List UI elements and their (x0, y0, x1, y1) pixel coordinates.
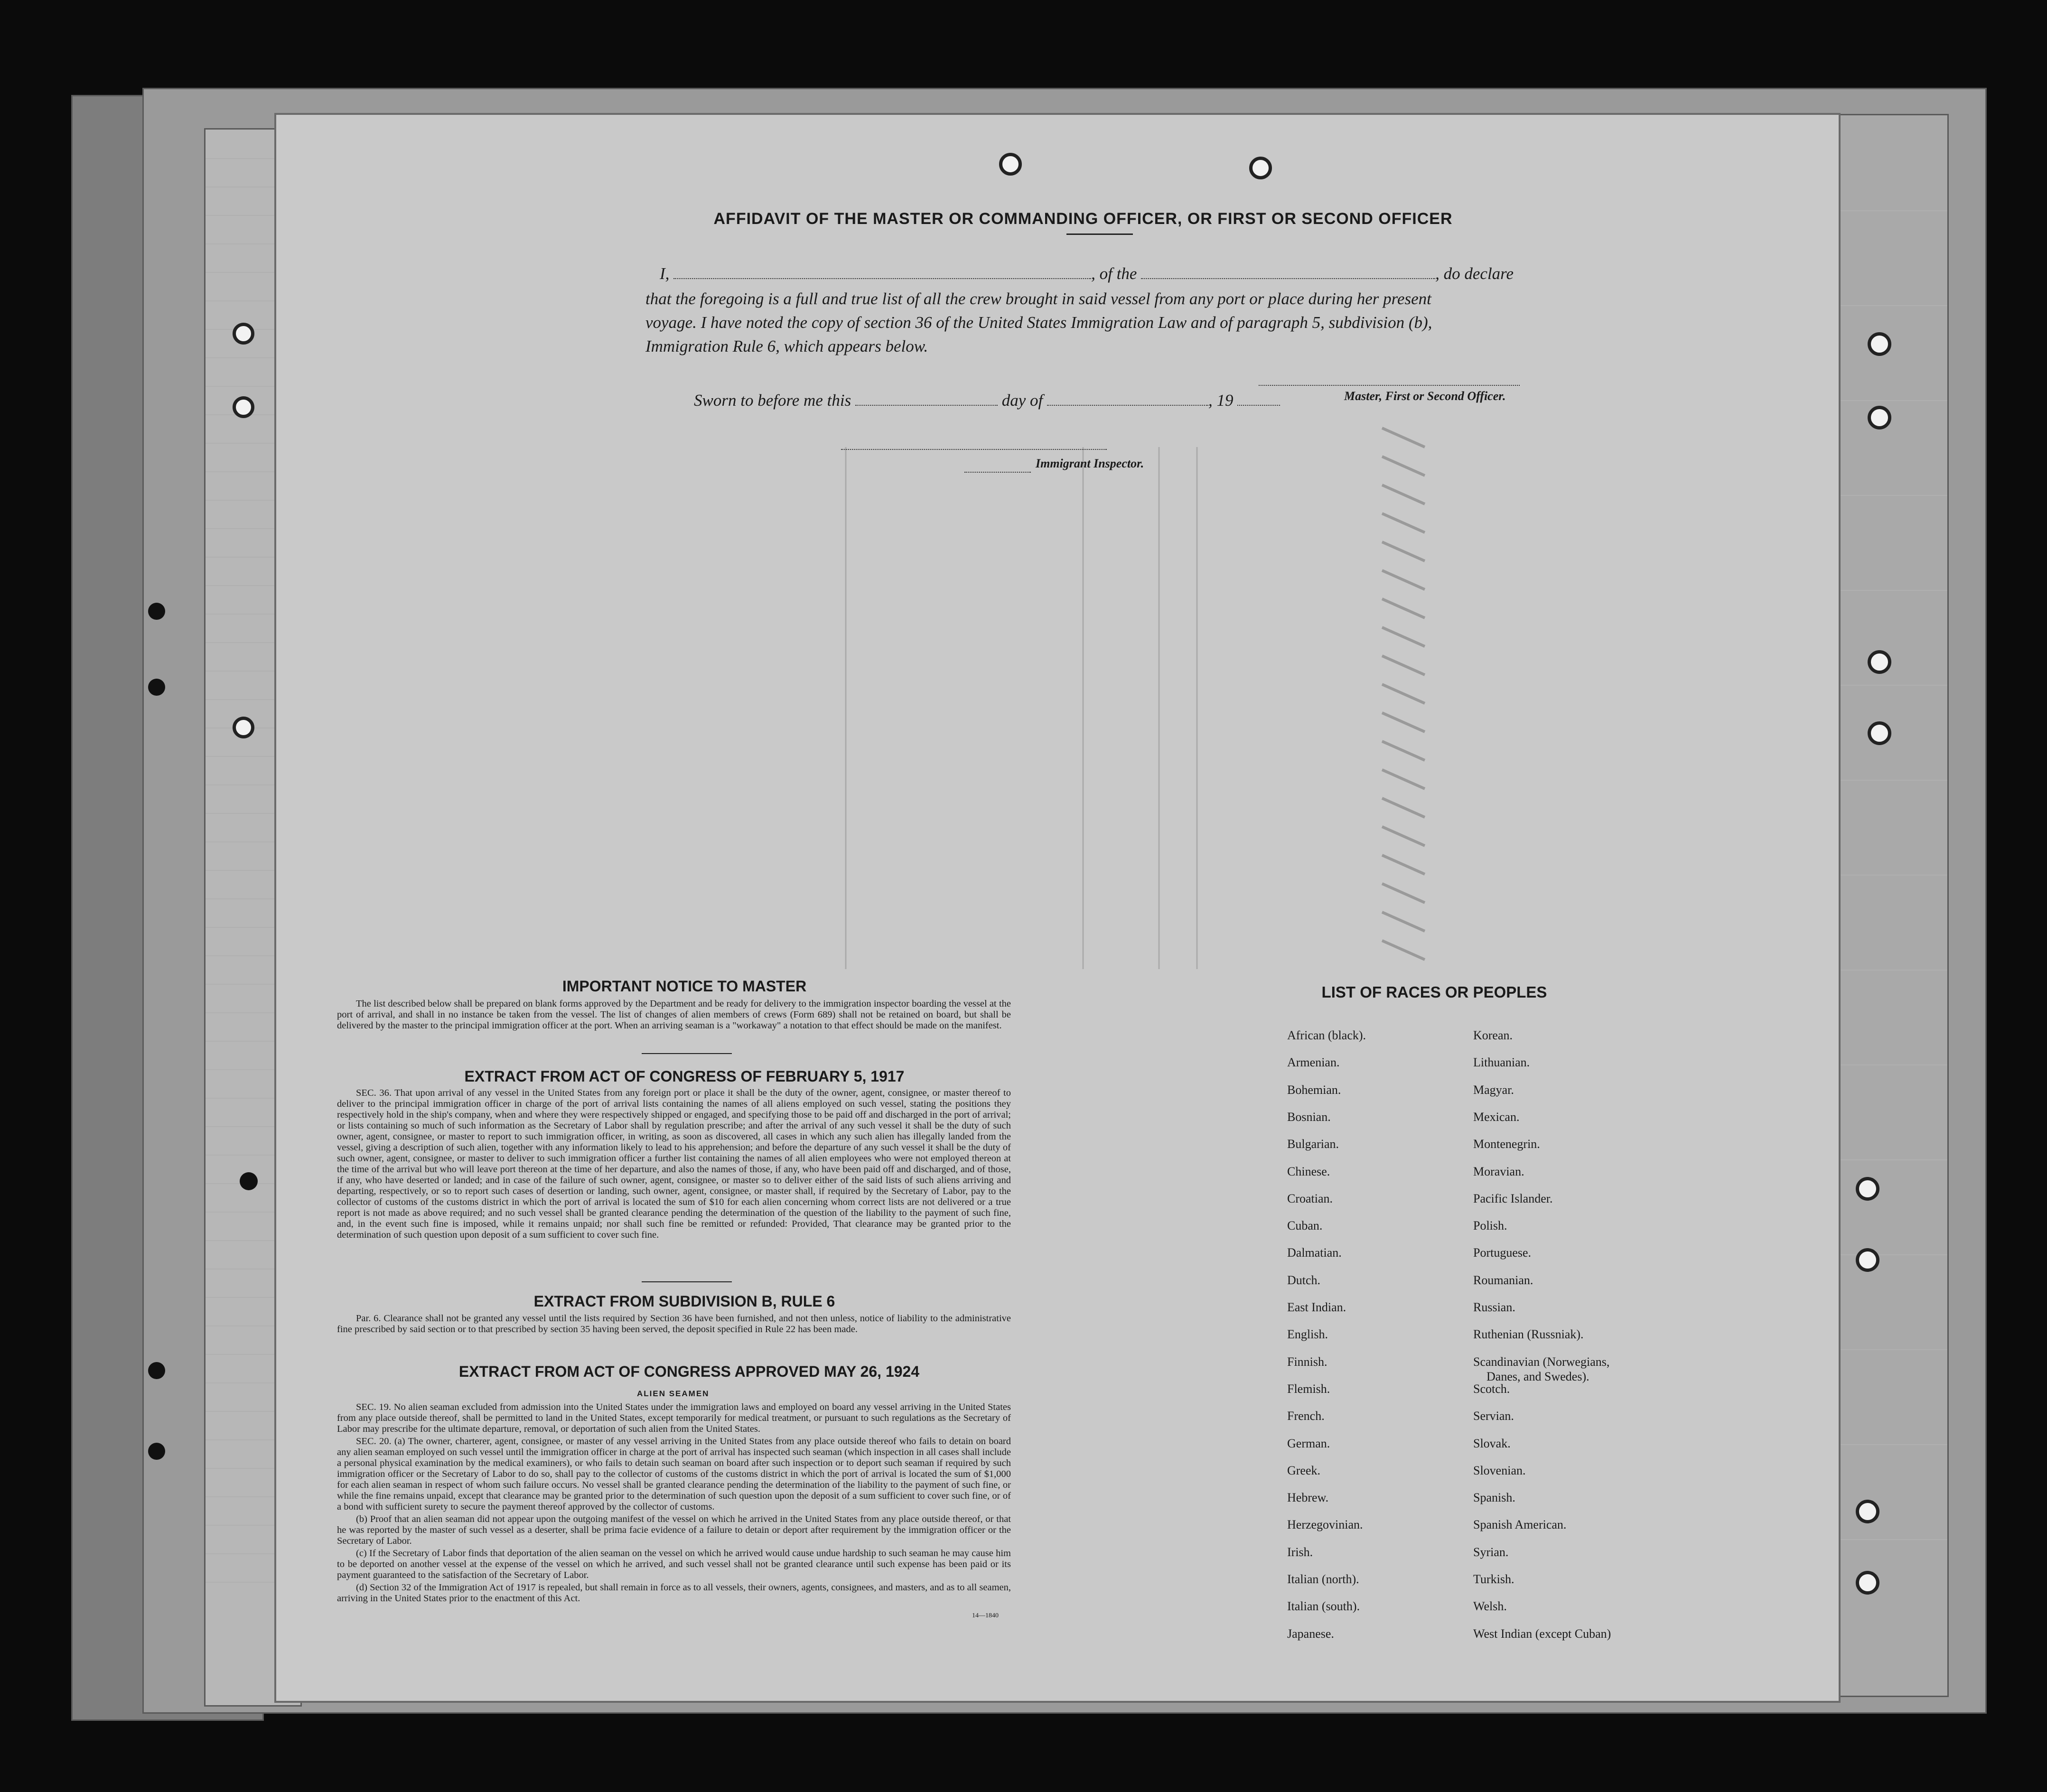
race-item: Turkish. (1473, 1572, 1514, 1586)
page-hole (999, 153, 1022, 176)
race-item: English. (1287, 1327, 1328, 1342)
alien-seamen-subtitle: ALIEN SEAMEN (637, 1389, 710, 1398)
binder-hole (233, 717, 254, 738)
binder-rivet (148, 679, 165, 696)
race-item: Polish. (1473, 1219, 1507, 1233)
binder-rivet (148, 1362, 165, 1379)
binder-hole (1868, 650, 1891, 674)
day-of-label: day of (1001, 391, 1043, 410)
race-item: Chinese. (1287, 1164, 1330, 1178)
binder-rivet (148, 603, 165, 620)
race-item: Slovak. (1473, 1436, 1511, 1450)
master-signature-label: Master, First or Second Officer. (1344, 389, 1506, 403)
race-item: Pacific Islander. (1473, 1191, 1553, 1205)
notice-paragraph: The list described below shall be prepared on blank forms approved by the Department and be ready for delivery to the immigration inspector boarding the vessel at the port of arrival, and shall in no instance be taken from the vessel. The list of changes of alien members of crews (Form 689) shall not be retained on board, but shall be delivered by the master to the principal immigration officer at the port. When an arriving seaman is a "workaway" a notation to that effect should be made on the manifest. (337, 999, 1011, 1031)
notice-title: IMPORTANT NOTICE TO MASTER (562, 978, 807, 995)
affidavit-of-label: , of the (1091, 264, 1137, 283)
sworn-year-field[interactable] (1237, 393, 1280, 406)
divider (642, 1053, 732, 1054)
race-item: Korean. (1473, 1028, 1513, 1042)
race-item: Danes, and Swedes). (1486, 1370, 1589, 1384)
binder-hole (1856, 1248, 1879, 1272)
race-item: West Indian (except Cuban) (1473, 1626, 1611, 1641)
act-1924-text (337, 1402, 1011, 1605)
race-item: Armenian. (1287, 1055, 1340, 1070)
race-item: Irish. (1287, 1545, 1313, 1559)
race-item: Dalmatian. (1287, 1246, 1342, 1260)
binder-hole (233, 323, 254, 345)
race-item: Flemish. (1287, 1381, 1330, 1396)
race-item: Bohemian. (1287, 1083, 1341, 1097)
rule-6-title: EXTRACT FROM SUBDIVISION B, RULE 6 (533, 1293, 835, 1310)
race-item: Greek. (1287, 1463, 1321, 1477)
act-1917-title: EXTRACT FROM ACT OF CONGRESS OF FEBRUARY 5, 1917 (464, 1068, 905, 1085)
page-hole (1249, 157, 1272, 179)
race-item: Slovenian. (1473, 1463, 1526, 1477)
vessel-name-field[interactable] (1141, 267, 1435, 279)
race-item: French. (1287, 1409, 1325, 1423)
affidavit-declare-label: , do declare (1435, 264, 1514, 283)
race-item: Scandinavian (Norwegians, (1473, 1354, 1610, 1369)
affidavit-line-1 (660, 264, 1514, 283)
document-page (274, 113, 1841, 1703)
form-number: 14—1840 (972, 1612, 999, 1619)
sworn-label: Sworn to before me this (694, 391, 851, 410)
rule-6-text (337, 1313, 1011, 1336)
affidavit-line-4: Immigration Rule 6, which appears below. (645, 337, 928, 355)
sworn-line (694, 391, 1280, 410)
binder-hole (1856, 1500, 1879, 1523)
affidavit-i-label: I, (660, 264, 670, 283)
inspector-signature-lead (964, 460, 1031, 473)
binder-hole (1868, 332, 1891, 356)
affidavit-title: AFFIDAVIT OF THE MASTER OR COMMANDING OFFICER, OR FIRST OR SECOND OFFICER (713, 210, 1453, 228)
race-item: German. (1287, 1436, 1330, 1450)
binder-hole (1868, 721, 1891, 745)
race-item: Finnish. (1287, 1354, 1327, 1369)
race-item: Dutch. (1287, 1273, 1321, 1287)
race-item: East Indian. (1287, 1300, 1346, 1314)
act-1917-text (337, 1088, 1011, 1242)
back-page-right-strip (1837, 114, 1949, 1697)
race-item: Mexican. (1473, 1110, 1520, 1124)
race-item: Scotch. (1473, 1381, 1510, 1396)
act-1924-title: EXTRACT FROM ACT OF CONGRESS APPROVED MAY 26, 1924 (458, 1363, 920, 1380)
binder-hole (1868, 406, 1891, 429)
divider (1066, 233, 1133, 235)
divider (642, 1281, 732, 1282)
sworn-month-field[interactable] (1047, 393, 1208, 406)
race-item: Portuguese. (1473, 1246, 1532, 1260)
section-20c-paragraph: (c) If the Secretary of Labor finds that deportation of the alien seaman on the vessel on which he arrived would cause undue hardship to such seaman he may cause him to be deported on another vessel at the expense of the vessel on which he arrived, and such vessel shall not be granted clearance until such expense has been paid or its payment guaranteed to the satisfaction of the Secretary of Labor. (337, 1548, 1011, 1580)
race-item: Herzegovinian. (1287, 1518, 1363, 1532)
master-signature-field[interactable] (1259, 373, 1520, 386)
rule-6-paragraph: Par. 6. Clearance shall not be granted any vessel until the lists required by Section 36 have been furnished, and not then unless, notice of liability to the administrative fine prescribed by said section or to that prescribed by section 35 having been served, the deposit specified in Rule 22 has been made. (337, 1313, 1011, 1335)
race-item: Spanish. (1473, 1491, 1515, 1505)
race-item: Ruthenian (Russniak). (1473, 1327, 1584, 1342)
section-20d-paragraph: (d) Section 32 of the Immigration Act of 1917 is repealed, but shall remain in force as to all vessels, their owners, agents, consignees, and masters, and as to all seamen, arriving in the United States prior to the enactment of this Act. (337, 1582, 1011, 1604)
inspector-label: Immigrant Inspector. (1036, 457, 1144, 470)
race-item: Bosnian. (1287, 1110, 1331, 1124)
inspector-signature-field[interactable] (841, 438, 1107, 450)
race-item: Lithuanian. (1473, 1055, 1530, 1070)
section-19-paragraph: SEC. 19. No alien seaman excluded from admission into the United States under the immigration laws and employed on board any vessel arriving in the United States from any place outside thereof, shall be permitted to land in the United States, except temporarily for medical treatment, or pursuant to such regulations as the Secretary of Labor may prescribe for the ultimate departure, removal, or deportation of such alien from the United States. (337, 1402, 1011, 1434)
affidavit-line-3: voyage. I have noted the copy of section 36 of the United States Immigration Law and of paragraph 5, subdivision (b), (645, 313, 1432, 332)
race-item: Hebrew. (1287, 1491, 1329, 1505)
binder-hole (233, 396, 254, 418)
race-item: Roumanian. (1473, 1273, 1533, 1287)
year-label: , 19 (1208, 391, 1234, 410)
sworn-day-field[interactable] (855, 393, 998, 406)
race-item: Bulgarian. (1287, 1137, 1339, 1151)
race-item: Cuban. (1287, 1219, 1323, 1233)
section-20b-paragraph: (b) Proof that an alien seaman did not appear upon the outgoing manifest of the vessel on which he arrived in the United States from any place outside thereof, or that he was reported by the master of such vessel as a deserter, shall be prima facie evidence of a failure to detain or deport after requirement by the immigration officer or the Secretary of Labor. (337, 1514, 1011, 1546)
race-item: Welsh. (1473, 1599, 1507, 1614)
declarant-name-field[interactable] (673, 267, 1091, 279)
race-item: Servian. (1473, 1409, 1514, 1423)
race-item: Syrian. (1473, 1545, 1509, 1559)
affidavit-line-2: that the foregoing is a full and true list of all the crew brought in said vessel from any port or place during her present (645, 289, 1431, 308)
race-item: Moravian. (1473, 1164, 1524, 1178)
race-item: Magyar. (1473, 1083, 1514, 1097)
race-item: Montenegrin. (1473, 1137, 1540, 1151)
race-item: Japanese. (1287, 1626, 1334, 1641)
race-item: Italian (north). (1287, 1572, 1359, 1586)
section-36-paragraph: SEC. 36. That upon arrival of any vessel in the United States from any foreign port or place it shall be the duty of the owner, agent, consignee, or master thereof to deliver to the principal immigration officer in charge of the port of arrival lists containing the names of all aliens employed on such vessel, stating the positions they respectively hold in the ship's company, when and where they were respectively shipped or engaged, and specifying those to be paid off and discharged in the port of arrival; or lists containing so much of such information as the Secretary of Labor shall by regulation prescribe; and after the arrival of any such vessel it shall be the duty of such owner, agent, consignee, or master to report to such immigration officer, in writing, as soon as discovered, all cases in which any such alien has illegally landed from the vessel, giving a description of such alien, together with any information likely to lead to his apprehension; and before the departure of any such vessel it shall be the duty of such owner, agent, consignee, or master to deliver to such immigration officer a further list containing the names of all alien employees who were not employed thereon at the time of the arrival but who will leave port thereon at the time of her departure, and also the names of those, if any, who have been paid off and discharged, and of those, if any, who have deserted or landed; and in case of the failure of such owner, agent, consignee, or master so to deliver either of the said lists of such aliens arriving and departing, respectively, or so to report such cases of desertion or landing, such owner, agent, consignee, or master shall, if required by the Secretary of Labor, pay to the collector of customs of the customs district in which the port of arrival is located the sum of $10 for each alien concerning whom correct lists are not delivered or a true report is not made as above required; and no such vessel shall be granted clearance pending the determination of the question of the liability to the payment of such fine, and, in the event such fine is imposed, while it remains unpaid; nor shall such fine be remitted or refunded: Provided, That clearance may be granted prior to the determination of such question upon deposit of a sum sufficient to cover such fine. (337, 1088, 1011, 1240)
binder-hole (1856, 1571, 1879, 1595)
binder-rivet (240, 1172, 258, 1190)
race-item: Spanish American. (1473, 1518, 1567, 1532)
binder-hole (1856, 1177, 1879, 1201)
races-title: LIST OF RACES OR PEOPLES (1321, 983, 1547, 1001)
race-item: Russian. (1473, 1300, 1515, 1314)
race-item: Croatian. (1287, 1191, 1333, 1205)
race-item: African (black). (1287, 1028, 1366, 1042)
race-item: Italian (south). (1287, 1599, 1360, 1614)
binder-rivet (148, 1443, 165, 1460)
section-20a-paragraph: SEC. 20. (a) The owner, charterer, agent, consignee, or master of any vessel arriving in the United States from any place outside thereof who fails to detain on board any alien seaman employed on such vessel until the immigration officer in charge at the port of arrival has inspected such seaman (which inspection in all cases shall include a personal physical examination by the medical examiners), or who fails to detain such seaman on board after such inspection or to deport such seaman if required by such immigration officer or the Secretary of Labor to do so, shall pay to the collector of customs of the customs district in which the port of arrival is located the sum of $1,000 for each alien seaman in respect of whom such failure occurs. No vessel shall be granted clearance pending the determination of the liability to the payment of such fine, or while the fine remains unpaid, except that clearance may be granted prior to the determination of such question upon the deposit of a sum sufficient to cover such fine, or of a bond with sufficient surety to secure the payment thereof approved by the collector of customs. (337, 1436, 1011, 1512)
notice-text (337, 999, 1011, 1033)
